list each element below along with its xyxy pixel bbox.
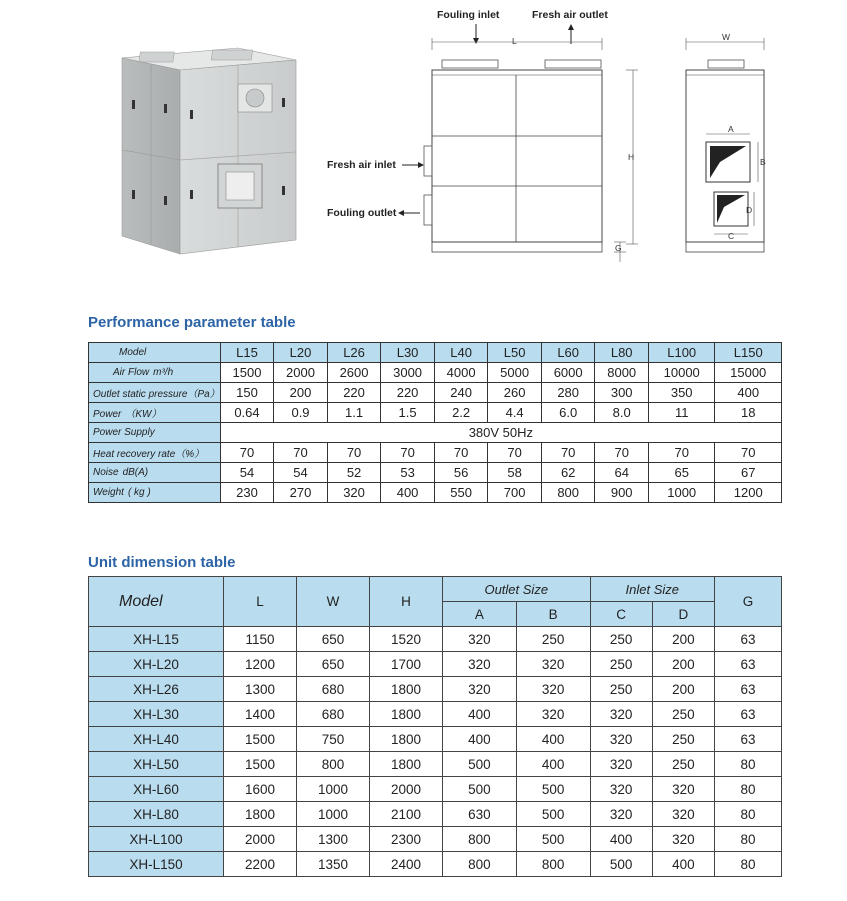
perf-cell: 5000 bbox=[488, 363, 542, 383]
dim-cell: 1700 bbox=[370, 652, 443, 677]
table-row bbox=[89, 777, 782, 802]
dim-cell: 200 bbox=[652, 652, 714, 677]
dim-cell: 1800 bbox=[224, 802, 297, 827]
header-L: L bbox=[224, 577, 297, 627]
dim-cell: 500 bbox=[590, 852, 652, 877]
dim-cell: 1300 bbox=[224, 677, 297, 702]
dim-model-cell: XH-L100 bbox=[89, 827, 224, 852]
dim-A-label: A bbox=[728, 124, 734, 134]
dim-model-cell: XH-L40 bbox=[89, 727, 224, 752]
perf-row-label bbox=[89, 363, 221, 383]
dim-cell: 400 bbox=[590, 827, 652, 852]
dim-cell: 500 bbox=[516, 802, 590, 827]
perf-cell: L50 bbox=[488, 343, 542, 363]
dim-cell: 63 bbox=[715, 702, 782, 727]
dim-B-label: B bbox=[760, 157, 766, 167]
dim-cell: 63 bbox=[715, 627, 782, 652]
dim-cell: 1800 bbox=[370, 727, 443, 752]
perf-row-label bbox=[89, 383, 221, 403]
perf-cell: 200 bbox=[274, 383, 328, 403]
dim-cell: 400 bbox=[443, 702, 517, 727]
dim-G-label: G bbox=[615, 243, 622, 253]
dim-cell: 63 bbox=[715, 727, 782, 752]
dim-cell: 1000 bbox=[297, 802, 370, 827]
perf-cell: 240 bbox=[434, 383, 488, 403]
dim-cell: 500 bbox=[516, 777, 590, 802]
header-W: W bbox=[297, 577, 370, 627]
dim-cell: 400 bbox=[443, 727, 517, 752]
perf-cell: 0.9 bbox=[274, 403, 328, 423]
table-row bbox=[89, 827, 782, 852]
dim-cell: 750 bbox=[297, 727, 370, 752]
perf-cell: 6000 bbox=[541, 363, 595, 383]
dim-cell: 320 bbox=[516, 702, 590, 727]
perf-cell: 230 bbox=[220, 483, 274, 503]
perf-cell: L80 bbox=[595, 343, 649, 363]
dim-cell: 400 bbox=[516, 727, 590, 752]
dim-cell: 2300 bbox=[370, 827, 443, 852]
perf-cell: 400 bbox=[381, 483, 435, 503]
dim-cell: 80 bbox=[715, 852, 782, 877]
dimension-table-header bbox=[89, 577, 782, 627]
perf-cell: L20 bbox=[274, 343, 328, 363]
fouling-inlet-label: Fouling inlet bbox=[437, 9, 500, 21]
perf-unit-text: dB(A) bbox=[122, 467, 149, 478]
perf-cell: 70 bbox=[274, 443, 328, 463]
dimension-table bbox=[88, 576, 782, 877]
perf-label-text: Power bbox=[93, 409, 122, 420]
header-A: A bbox=[443, 602, 517, 627]
perf-cell: 3000 bbox=[381, 363, 435, 383]
dimension-table-body bbox=[89, 627, 782, 877]
perf-cell: 220 bbox=[327, 383, 381, 403]
dim-cell: 650 bbox=[297, 652, 370, 677]
perf-cell: 2600 bbox=[327, 363, 381, 383]
performance-table-title: Performance parameter table bbox=[88, 314, 296, 331]
perf-label-text: Weight bbox=[93, 487, 124, 498]
dim-cell: 2000 bbox=[224, 827, 297, 852]
perf-row-noise bbox=[89, 463, 782, 483]
perf-cell: 320 bbox=[327, 483, 381, 503]
dim-cell: 320 bbox=[590, 727, 652, 752]
dim-model-cell: XH-L80 bbox=[89, 802, 224, 827]
perf-cell: 54 bbox=[274, 463, 328, 483]
dim-cell: 320 bbox=[590, 777, 652, 802]
perf-cell: 1.1 bbox=[327, 403, 381, 423]
dim-cell: 500 bbox=[516, 827, 590, 852]
dim-C-label: C bbox=[728, 231, 735, 241]
table-row bbox=[89, 852, 782, 877]
perf-cell: 220 bbox=[381, 383, 435, 403]
perf-row-power bbox=[89, 403, 782, 423]
perf-cell: 10000 bbox=[648, 363, 714, 383]
perf-cell: 150 bbox=[220, 383, 274, 403]
dim-cell: 1200 bbox=[224, 652, 297, 677]
perf-label-text: Power Supply bbox=[93, 427, 155, 438]
dim-W-label: W bbox=[722, 32, 731, 42]
perf-row-heat-recovery bbox=[89, 443, 782, 463]
perf-cell: 67 bbox=[715, 463, 782, 483]
dim-cell: 63 bbox=[715, 652, 782, 677]
header-D: D bbox=[652, 602, 714, 627]
header-H: H bbox=[370, 577, 443, 627]
header-B: B bbox=[516, 602, 590, 627]
header-G: G bbox=[715, 577, 782, 627]
perf-cell: 6.0 bbox=[541, 403, 595, 423]
perf-cell: 1500 bbox=[220, 363, 274, 383]
perf-cell: 58 bbox=[488, 463, 542, 483]
perf-row-power-supply bbox=[89, 423, 782, 443]
dim-cell: 200 bbox=[652, 627, 714, 652]
dim-cell: 80 bbox=[715, 752, 782, 777]
perf-row-label bbox=[89, 403, 221, 423]
dim-cell: 250 bbox=[590, 677, 652, 702]
performance-table-body bbox=[89, 343, 782, 503]
perf-cell: 1000 bbox=[648, 483, 714, 503]
dim-cell: 320 bbox=[443, 677, 517, 702]
dim-model-cell: XH-L60 bbox=[89, 777, 224, 802]
header-C: C bbox=[590, 602, 652, 627]
perf-cell: 1200 bbox=[715, 483, 782, 503]
perf-cell: 2000 bbox=[274, 363, 328, 383]
perf-cell: 70 bbox=[595, 443, 649, 463]
dim-cell: 680 bbox=[297, 677, 370, 702]
perf-row-air-flow bbox=[89, 363, 782, 383]
unit-photo bbox=[118, 40, 300, 260]
dim-cell: 2100 bbox=[370, 802, 443, 827]
perf-cell: 54 bbox=[220, 463, 274, 483]
perf-cell: L60 bbox=[541, 343, 595, 363]
table-row bbox=[89, 802, 782, 827]
perf-cell: 65 bbox=[648, 463, 714, 483]
dim-cell: 1350 bbox=[297, 852, 370, 877]
dim-cell: 320 bbox=[652, 777, 714, 802]
dim-D-label: D bbox=[746, 205, 753, 215]
illustration-row bbox=[0, 0, 847, 280]
perf-cell: 11 bbox=[648, 403, 714, 423]
dim-cell: 320 bbox=[590, 802, 652, 827]
perf-row-label bbox=[89, 343, 221, 363]
perf-cell: 350 bbox=[648, 383, 714, 403]
perf-cell: L26 bbox=[327, 343, 381, 363]
dim-cell: 800 bbox=[516, 852, 590, 877]
dim-cell: 800 bbox=[443, 852, 517, 877]
dim-model-cell: XH-L15 bbox=[89, 627, 224, 652]
perf-cell: 64 bbox=[595, 463, 649, 483]
perf-cell: 1.5 bbox=[381, 403, 435, 423]
perf-cell: 8.0 bbox=[595, 403, 649, 423]
fouling-outlet-label: Fouling outlet bbox=[327, 207, 397, 219]
fresh-air-outlet-label: Fresh air outlet bbox=[532, 9, 608, 21]
perf-cell: 8000 bbox=[595, 363, 649, 383]
perf-cell: 800 bbox=[541, 483, 595, 503]
perf-cell: 4000 bbox=[434, 363, 488, 383]
dim-cell: 250 bbox=[652, 752, 714, 777]
perf-cell: L30 bbox=[381, 343, 435, 363]
dimension-table-title: Unit dimension table bbox=[88, 554, 236, 571]
perf-cell: L150 bbox=[715, 343, 782, 363]
perf-cell: 70 bbox=[220, 443, 274, 463]
perf-row-label bbox=[89, 423, 221, 443]
dim-model-cell: XH-L50 bbox=[89, 752, 224, 777]
side-view-diagram bbox=[660, 30, 780, 275]
dim-cell: 320 bbox=[516, 652, 590, 677]
dim-cell: 80 bbox=[715, 827, 782, 852]
dim-model-cell: XH-L26 bbox=[89, 677, 224, 702]
perf-cell: 53 bbox=[381, 463, 435, 483]
dim-cell: 400 bbox=[652, 852, 714, 877]
dim-cell: 1500 bbox=[224, 727, 297, 752]
dim-cell: 2200 bbox=[224, 852, 297, 877]
dim-cell: 320 bbox=[590, 752, 652, 777]
table-row bbox=[89, 652, 782, 677]
dim-cell: 1400 bbox=[224, 702, 297, 727]
dim-cell: 500 bbox=[443, 777, 517, 802]
dim-cell: 320 bbox=[443, 627, 517, 652]
perf-unit-text: （KW） bbox=[125, 409, 162, 420]
perf-label-text: Noise bbox=[93, 467, 119, 478]
perf-row-weight bbox=[89, 483, 782, 503]
dim-cell: 800 bbox=[297, 752, 370, 777]
header-inlet-size: Inlet Size bbox=[590, 577, 714, 602]
dim-cell: 80 bbox=[715, 802, 782, 827]
perf-cell: 900 bbox=[595, 483, 649, 503]
perf-cell: 400 bbox=[715, 383, 782, 403]
perf-row-label bbox=[89, 443, 221, 463]
table-row bbox=[89, 752, 782, 777]
dim-cell: 500 bbox=[443, 752, 517, 777]
dim-L-label: L bbox=[512, 36, 517, 46]
dim-cell: 1800 bbox=[370, 752, 443, 777]
perf-cell: 62 bbox=[541, 463, 595, 483]
perf-cell: L15 bbox=[220, 343, 274, 363]
perf-unit-text: m³/h bbox=[153, 367, 174, 378]
perf-cell: 300 bbox=[595, 383, 649, 403]
perf-cell: 2.2 bbox=[434, 403, 488, 423]
perf-unit-text: ( kg ) bbox=[127, 487, 151, 498]
perf-row-static-pressure bbox=[89, 383, 782, 403]
dim-cell: 1150 bbox=[224, 627, 297, 652]
dim-cell: 1520 bbox=[370, 627, 443, 652]
perf-cell: 15000 bbox=[715, 363, 782, 383]
perf-row-label bbox=[89, 483, 221, 503]
perf-cell: 70 bbox=[541, 443, 595, 463]
table-row bbox=[89, 627, 782, 652]
dim-cell: 1800 bbox=[370, 702, 443, 727]
dim-cell: 250 bbox=[590, 627, 652, 652]
dim-cell: 250 bbox=[652, 727, 714, 752]
dim-cell: 2400 bbox=[370, 852, 443, 877]
dim-cell: 680 bbox=[297, 702, 370, 727]
dim-cell: 320 bbox=[590, 702, 652, 727]
dim-cell: 320 bbox=[652, 802, 714, 827]
perf-label-text: Air Flow bbox=[113, 367, 150, 378]
dim-cell: 2000 bbox=[370, 777, 443, 802]
perf-cell: 70 bbox=[327, 443, 381, 463]
dim-cell: 1300 bbox=[297, 827, 370, 852]
perf-cell: 0.64 bbox=[220, 403, 274, 423]
dim-model-cell: XH-L30 bbox=[89, 702, 224, 727]
perf-label-text: Model bbox=[119, 347, 147, 358]
perf-cell: 56 bbox=[434, 463, 488, 483]
perf-cell: 70 bbox=[381, 443, 435, 463]
perf-row-model bbox=[89, 343, 782, 363]
dim-cell: 630 bbox=[443, 802, 517, 827]
table-row bbox=[89, 727, 782, 752]
dim-cell: 250 bbox=[590, 652, 652, 677]
dim-cell: 1600 bbox=[224, 777, 297, 802]
fresh-air-inlet-label: Fresh air inlet bbox=[327, 159, 396, 171]
dim-cell: 320 bbox=[443, 652, 517, 677]
dim-cell: 320 bbox=[516, 677, 590, 702]
dim-cell: 250 bbox=[516, 627, 590, 652]
perf-cell: 18 bbox=[715, 403, 782, 423]
perf-label-text: Heat recovery rate（%） bbox=[93, 449, 205, 460]
perf-cell: L100 bbox=[648, 343, 714, 363]
perf-cell: 280 bbox=[541, 383, 595, 403]
perf-cell: 270 bbox=[274, 483, 328, 503]
dim-cell: 320 bbox=[652, 827, 714, 852]
dim-cell: 400 bbox=[516, 752, 590, 777]
dim-cell: 250 bbox=[652, 702, 714, 727]
perf-cell: 4.4 bbox=[488, 403, 542, 423]
perf-cell: 70 bbox=[488, 443, 542, 463]
perf-cell: 52 bbox=[327, 463, 381, 483]
dim-cell: 1000 bbox=[297, 777, 370, 802]
dim-cell: 200 bbox=[652, 677, 714, 702]
table-row bbox=[89, 677, 782, 702]
perf-cell: 70 bbox=[648, 443, 714, 463]
dim-model-cell: XH-L20 bbox=[89, 652, 224, 677]
front-view-diagram bbox=[320, 0, 650, 275]
header-outlet-size: Outlet Size bbox=[443, 577, 591, 602]
header-model: Model bbox=[89, 577, 224, 627]
perf-cell: 260 bbox=[488, 383, 542, 403]
perf-label-text: Outlet static pressure（Pa） bbox=[93, 389, 220, 400]
dim-H-label: H bbox=[628, 152, 635, 162]
table-row bbox=[89, 702, 782, 727]
dim-cell: 63 bbox=[715, 677, 782, 702]
performance-table bbox=[88, 342, 782, 503]
dim-cell: 650 bbox=[297, 627, 370, 652]
perf-cell: L40 bbox=[434, 343, 488, 363]
perf-row-label bbox=[89, 463, 221, 483]
dim-model-cell: XH-L150 bbox=[89, 852, 224, 877]
perf-power-supply-cell: 380V 50Hz bbox=[220, 423, 781, 443]
perf-cell: 70 bbox=[715, 443, 782, 463]
dim-cell: 80 bbox=[715, 777, 782, 802]
dim-cell: 1500 bbox=[224, 752, 297, 777]
dim-cell: 1800 bbox=[370, 677, 443, 702]
perf-cell: 70 bbox=[434, 443, 488, 463]
perf-cell: 700 bbox=[488, 483, 542, 503]
dim-cell: 800 bbox=[443, 827, 517, 852]
perf-cell: 550 bbox=[434, 483, 488, 503]
